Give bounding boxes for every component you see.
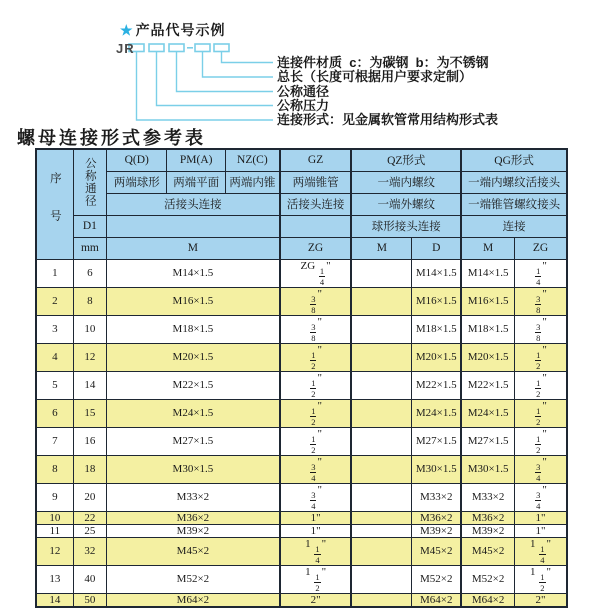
cell-qz-m <box>351 455 411 483</box>
table-row <box>36 524 567 537</box>
cell-mm: 20 <box>73 483 106 511</box>
cell-qg-zg: 1 $\frac{1}{4}$ " <box>515 537 567 565</box>
cell-zg: $\frac{1}{2}$ " <box>280 371 352 399</box>
cell-qz-d: M27×1.5 <box>412 427 461 455</box>
desc-q: 两端球形 <box>107 171 167 193</box>
cell-seq: 2 <box>36 287 73 315</box>
col-header-seq: 序号 <box>36 149 73 259</box>
cell-qz-d: M24×1.5 <box>412 399 461 427</box>
col-header-q: Q(D) <box>107 149 167 171</box>
cell-qz-m <box>351 399 411 427</box>
unit-m-qz: M <box>351 237 411 259</box>
table-row <box>36 537 567 565</box>
label-nominal-pressure: 公称压力 <box>277 98 330 113</box>
col-header-qg: QG形式 <box>461 149 567 171</box>
cell-qz-d: M20×1.5 <box>412 343 461 371</box>
cell-qg-zg: 1" <box>515 511 567 524</box>
label-connector-material: 连接件材质 c：为碳钢 b：为不锈钢 <box>277 55 489 70</box>
code-prefix: JR <box>116 41 135 56</box>
cell-qg-zg: $\frac{3}{4}$ " <box>515 455 567 483</box>
code-box-4 <box>195 44 210 52</box>
cell-zg: $\frac{3}{4}$ " <box>280 455 352 483</box>
cell-qz-m <box>351 524 411 537</box>
cell-mm: 15 <box>73 399 106 427</box>
cell-m: M18×1.5 <box>107 315 280 343</box>
table-header <box>36 149 567 259</box>
cell-zg: $\frac{3}{8}$ " <box>280 315 352 343</box>
label-connection-form: 连接形式：见金属软管常用结构形式表 <box>277 112 499 127</box>
table-row <box>36 565 567 593</box>
cell-seq: 11 <box>36 524 73 537</box>
nut-connection-reference-table <box>35 148 568 608</box>
cell-qz-d: M64×2 <box>412 593 461 607</box>
cell-qg-m: M22×1.5 <box>461 371 514 399</box>
cell-qz-m <box>351 483 411 511</box>
desc-gz: 两端锥管 <box>280 171 352 193</box>
cell-zg: 2" <box>280 593 352 607</box>
desc-qz-1: 一端内螺纹 <box>351 171 461 193</box>
cell-seq: 4 <box>36 343 73 371</box>
unit-zg-qg: ZG <box>515 237 567 259</box>
cell-qg-zg: $\frac{3}{8}$ " <box>515 315 567 343</box>
diagram-title <box>120 20 226 40</box>
cell-seq: 9 <box>36 483 73 511</box>
cell-seq: 5 <box>36 371 73 399</box>
cell-qg-m: M33×2 <box>461 483 514 511</box>
table-row <box>36 287 567 315</box>
cell-m: M20×1.5 <box>107 343 280 371</box>
col-header-gz: GZ <box>280 149 352 171</box>
cell-seq: 14 <box>36 593 73 607</box>
cell-qg-zg: 1 $\frac{1}{2}$ " <box>515 565 567 593</box>
cell-m: M14×1.5 <box>107 259 280 287</box>
desc-qz-2: 一端外螺纹 <box>351 193 461 215</box>
cell-zg: 1" <box>280 511 352 524</box>
table-row <box>36 511 567 524</box>
desc-qg-2: 一端锥管螺纹接头 <box>461 193 567 215</box>
cell-qz-d: M22×1.5 <box>412 371 461 399</box>
cell-qg-m: M27×1.5 <box>461 427 514 455</box>
cell-qz-d: M33×2 <box>412 483 461 511</box>
cell-qg-m: M64×2 <box>461 593 514 607</box>
conn-gz: 活接头连接 <box>280 193 352 215</box>
cell-mm: 6 <box>73 259 106 287</box>
cell-mm: 32 <box>73 537 106 565</box>
cell-qz-d: M36×2 <box>412 511 461 524</box>
cell-m: M52×2 <box>107 565 280 593</box>
star-icon: ★ <box>120 22 134 38</box>
table-row <box>36 259 567 287</box>
label-total-length: 总长（长度可根据用户要求定制） <box>277 69 473 84</box>
cell-seq: 6 <box>36 399 73 427</box>
cell-qz-m <box>351 593 411 607</box>
cell-qg-m: M14×1.5 <box>461 259 514 287</box>
cell-qz-m <box>351 537 411 565</box>
cell-m: M30×1.5 <box>107 455 280 483</box>
cell-mm: 50 <box>73 593 106 607</box>
desc-pm: 两端平面 <box>167 171 225 193</box>
code-box-3 <box>169 44 184 52</box>
cell-qz-d: M14×1.5 <box>412 259 461 287</box>
cell-qz-d: M39×2 <box>412 524 461 537</box>
cell-qg-zg: $\frac{1}{2}$ " <box>515 427 567 455</box>
table-row <box>36 427 567 455</box>
header-empty-gz <box>280 215 352 237</box>
cell-mm: 16 <box>73 427 106 455</box>
table-row <box>36 399 567 427</box>
cell-qz-m <box>351 343 411 371</box>
code-box-2 <box>149 44 164 52</box>
cell-mm: 14 <box>73 371 106 399</box>
unit-m-left: M <box>107 237 280 259</box>
col-header-d1: D1 <box>73 215 106 237</box>
cell-zg: $\frac{1}{2}$ " <box>280 427 352 455</box>
cell-mm: 22 <box>73 511 106 524</box>
cell-mm: 18 <box>73 455 106 483</box>
cell-qz-d: M18×1.5 <box>412 315 461 343</box>
cell-qz-d: M30×1.5 <box>412 455 461 483</box>
cell-seq: 1 <box>36 259 73 287</box>
cell-seq: 12 <box>36 537 73 565</box>
col-header-pm: PM(A) <box>167 149 225 171</box>
table-body <box>36 259 567 607</box>
table-row <box>36 343 567 371</box>
unit-zg-gz: ZG <box>280 237 352 259</box>
cell-seq: 13 <box>36 565 73 593</box>
cell-zg: $\frac{3}{4}$ " <box>280 483 352 511</box>
cell-qg-m: M20×1.5 <box>461 343 514 371</box>
cell-qz-m <box>351 511 411 524</box>
cell-seq: 7 <box>36 427 73 455</box>
unit-m-qg: M <box>461 237 514 259</box>
cell-qg-m: M18×1.5 <box>461 315 514 343</box>
code-box-5 <box>214 44 229 52</box>
cell-qz-m <box>351 259 411 287</box>
cell-m: M33×2 <box>107 483 280 511</box>
conn-qz: 球形接头连接 <box>351 215 461 237</box>
cell-seq: 3 <box>36 315 73 343</box>
cell-qz-d: M52×2 <box>412 565 461 593</box>
cell-qg-m: M45×2 <box>461 537 514 565</box>
table-row <box>36 483 567 511</box>
cell-zg: ZG $\frac{1}{4}$ " <box>280 259 352 287</box>
cell-m: M16×1.5 <box>107 287 280 315</box>
cell-qg-zg: 2" <box>515 593 567 607</box>
col-header-mm: mm <box>73 237 106 259</box>
cell-m: M39×2 <box>107 524 280 537</box>
header-empty-left <box>107 215 280 237</box>
col-header-nz: NZ(C) <box>225 149 279 171</box>
table-row <box>36 315 567 343</box>
cell-seq: 10 <box>36 511 73 524</box>
cell-zg: $\frac{1}{2}$ " <box>280 343 352 371</box>
cell-qg-zg: $\frac{3}{8}$ " <box>515 287 567 315</box>
table-row <box>36 455 567 483</box>
table-row <box>36 593 567 607</box>
desc-qg-1: 一端内螺纹活接头 <box>461 171 567 193</box>
cell-mm: 40 <box>73 565 106 593</box>
cell-qz-m <box>351 371 411 399</box>
col-header-dn: 公称通径 <box>73 149 106 215</box>
cell-qg-zg: $\frac{3}{4}$ " <box>515 483 567 511</box>
cell-m: M24×1.5 <box>107 399 280 427</box>
cell-qg-zg: $\frac{1}{2}$ " <box>515 371 567 399</box>
cell-qg-zg: $\frac{1}{4}$ " <box>515 259 567 287</box>
cell-qg-m: M52×2 <box>461 565 514 593</box>
table-row <box>36 371 567 399</box>
cell-qg-zg: 1" <box>515 524 567 537</box>
cell-m: M22×1.5 <box>107 371 280 399</box>
cell-zg: $\frac{3}{8}$ " <box>280 287 352 315</box>
cell-zg: 1" <box>280 524 352 537</box>
cell-qz-m <box>351 565 411 593</box>
cell-qz-m <box>351 427 411 455</box>
conn-qg: 连接 <box>461 215 567 237</box>
cell-m: M36×2 <box>107 511 280 524</box>
cell-qz-m <box>351 315 411 343</box>
cell-qg-m: M30×1.5 <box>461 455 514 483</box>
cell-m: M27×1.5 <box>107 427 280 455</box>
cell-mm: 25 <box>73 524 106 537</box>
cell-zg: 1 $\frac{1}{2}$ " <box>280 565 352 593</box>
cell-qz-d: M16×1.5 <box>412 287 461 315</box>
label-nominal-diameter: 公称通径 <box>277 84 330 99</box>
cell-qg-zg: $\frac{1}{2}$ " <box>515 399 567 427</box>
cell-seq: 8 <box>36 455 73 483</box>
cell-qg-m: M39×2 <box>461 524 514 537</box>
unit-d-qz: D <box>412 237 461 259</box>
cell-m: M64×2 <box>107 593 280 607</box>
cell-qg-m: M36×2 <box>461 511 514 524</box>
cell-mm: 10 <box>73 315 106 343</box>
diagram-title-text: 产品代号示例 <box>135 22 226 38</box>
col-header-qz: QZ形式 <box>351 149 461 171</box>
cell-qz-d: M45×2 <box>412 537 461 565</box>
cell-mm: 8 <box>73 287 106 315</box>
conn-left: 活接头连接 <box>107 193 280 215</box>
cell-qz-m <box>351 287 411 315</box>
cell-m: M45×2 <box>107 537 280 565</box>
cell-qg-m: M24×1.5 <box>461 399 514 427</box>
cell-mm: 12 <box>73 343 106 371</box>
cell-zg: $\frac{1}{2}$ " <box>280 399 352 427</box>
cell-qg-m: M16×1.5 <box>461 287 514 315</box>
cell-zg: 1 $\frac{1}{4}$ " <box>280 537 352 565</box>
table-title: 螺母连接形式参考表 <box>17 128 206 148</box>
cell-qg-zg: $\frac{1}{2}$ " <box>515 343 567 371</box>
desc-nz: 两端内锥 <box>225 171 279 193</box>
